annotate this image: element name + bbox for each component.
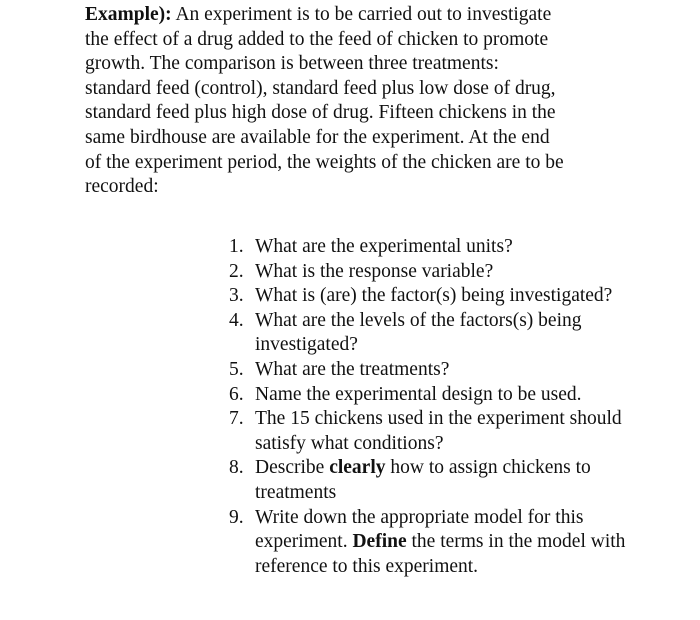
question-number: 3. [229, 285, 244, 307]
question-item [229, 284, 629, 309]
question-text-pre: Describe [255, 457, 330, 479]
question-list [229, 235, 629, 579]
question-number: 2. [229, 260, 244, 282]
question-item [229, 260, 629, 285]
question-number: 7. [229, 408, 244, 430]
question-number: 6. [229, 383, 244, 405]
question-item [229, 456, 629, 505]
question-number: 1. [229, 236, 244, 257]
question-item [229, 309, 629, 358]
question-text: The 15 chickens used in the experiment should satisfy what conditions? [255, 408, 622, 454]
question-item [229, 358, 629, 383]
question-number: 5. [229, 358, 244, 380]
question-text-pre: Write down the appropriate model for this experiment. [255, 506, 584, 553]
question-text: What are the experimental units? [255, 236, 513, 257]
question-item [229, 407, 629, 456]
example-text: An experiment is to be carried out to investigate the effect of a drug added to the feed of chicken to promote growth. The comparison is between three treatments: standard feed (control), standard feed plus low dose of drug, standard feed plus high dose of drug. Fifteen chickens in the same birdhouse are available for the experiment. At the end of the experiment period, the weights of the chicken are to be recorded: [85, 4, 564, 198]
question-text: What is (are) the factor(s) being investigated? [255, 285, 613, 307]
question-number: 9. [229, 506, 244, 528]
question-item [229, 506, 629, 580]
question-text: What are the treatments? [255, 358, 450, 380]
question-number: 4. [229, 309, 244, 331]
question-item [229, 235, 629, 260]
example-paragraph [85, 3, 565, 200]
question-emphasis: Define [352, 531, 407, 553]
example-label: Example): [85, 4, 172, 25]
question-text: What is the response variable? [255, 260, 494, 282]
question-number: 8. [229, 457, 244, 479]
question-text: What are the levels of the factors(s) being investigated? [255, 309, 582, 356]
question-item [229, 383, 629, 408]
question-text-post: how to assign chickens to treatments [255, 457, 591, 503]
question-text-post: the terms in the model with reference to this experiment. [255, 531, 626, 577]
question-text: Name the experimental design to be used. [255, 383, 582, 405]
question-emphasis: clearly [329, 457, 386, 479]
